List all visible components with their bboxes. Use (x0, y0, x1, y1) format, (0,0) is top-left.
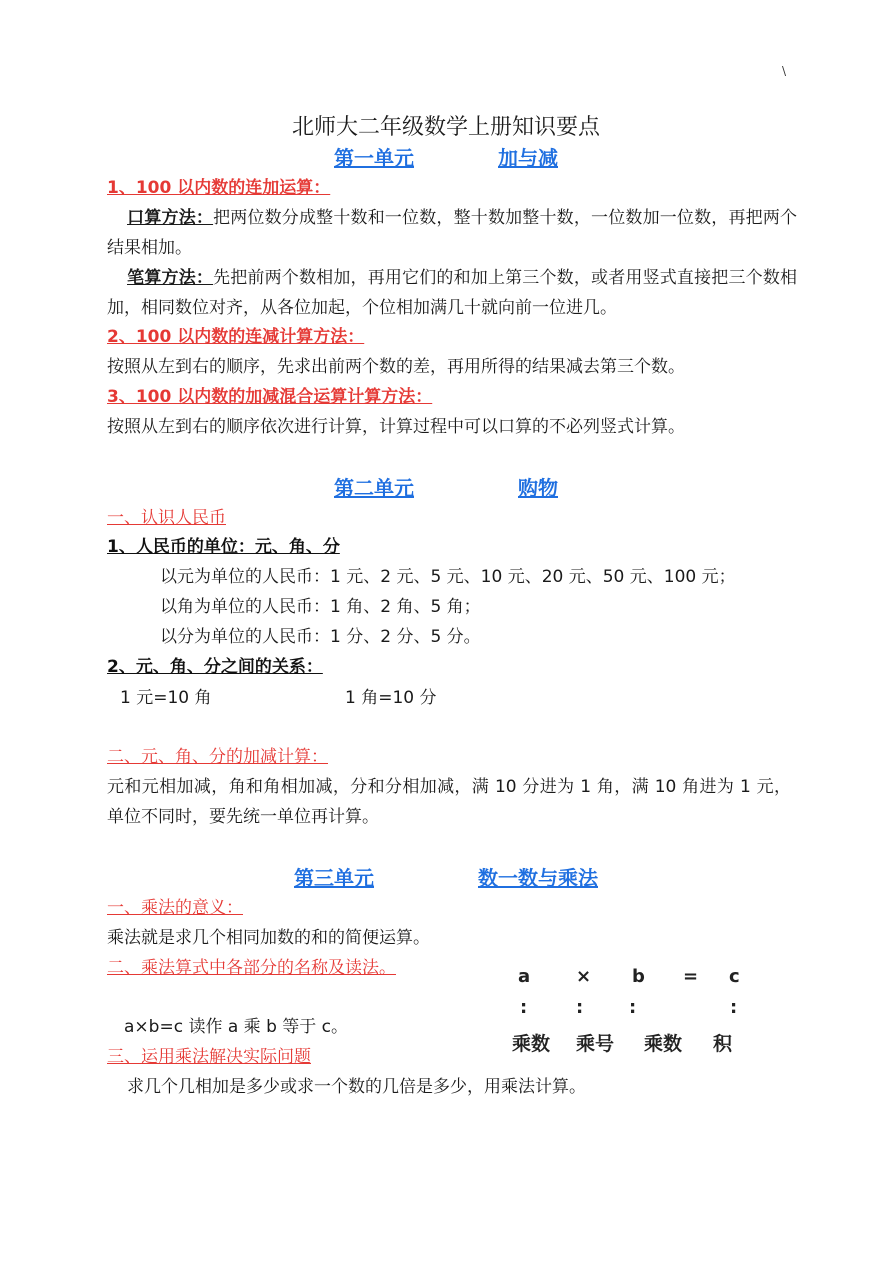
unit1-paragraph-2: 按照从左到右的顺序，先求出前两个数的差，再用所得的结果减去第三个数。 (107, 357, 685, 377)
unit2-heading-1: 1、人民币的单位：元、角、分 (107, 537, 340, 557)
fen-units-line: 以分为单位的人民币：1 分、2 分、5 分。 (160, 627, 481, 647)
jiao-units-line: 以角为单位的人民币：1 角、2 角、5 角； (160, 597, 481, 617)
unit3-section-1-text: 一、乘法的意义： (107, 898, 243, 918)
unit1-heading-3-text: 3、100 以内数的加减混合运算计算方法： (107, 387, 433, 407)
written-method-label: 笔算方法： (127, 268, 214, 288)
unit2-heading (0, 475, 892, 501)
unit2-topic: 购物 (518, 476, 558, 500)
unit1-heading-2 (107, 325, 364, 349)
document-title: 北师大二年级数学上册知识要点 (291, 115, 600, 140)
unit2-section-2 (107, 745, 334, 769)
label-multiplier: 乘数 (644, 1033, 683, 1055)
unit3-heading (0, 865, 892, 891)
formula-colon-2: : (576, 997, 584, 1018)
label-multiply-sign: 乘号 (576, 1033, 615, 1055)
unit3-name: 第三单元 (294, 866, 374, 890)
unit2-paragraph: 元和元相加减，角和角相加减，分和分相加减，满 10 分进为 1 角，满 10 角进为 1 元，单位不同时，要先统一单位再计算。 (107, 777, 791, 827)
unit1-oral-method (107, 203, 797, 263)
unit2-section-1: 一、认识人民币 (107, 508, 226, 528)
unit3-section-2 (107, 956, 402, 980)
unit3-section-1 (107, 896, 247, 920)
label-multiplicand: 乘数 (512, 1033, 551, 1055)
formula-colon-4: : (730, 997, 738, 1018)
oral-method-label: 口算方法： (127, 208, 214, 228)
oral-method-text: 把两位数分成整十数和一位数，整十数加整十数，一位数加一位数，再把两个结果相加。 (107, 208, 797, 258)
unit1-heading-3 (107, 385, 442, 409)
formula-c: c (729, 966, 740, 987)
formula-colon-1: : (520, 997, 528, 1018)
formula-a: a (518, 966, 531, 987)
relation-yuan-jiao: 1 元=10 角 (120, 688, 212, 708)
unit2-name: 第二单元 (334, 476, 414, 500)
unit1-name: 第一单元 (334, 146, 414, 170)
label-product: 积 (713, 1033, 733, 1055)
unit1-heading (0, 145, 892, 171)
unit1-heading-2-text: 2、100 以内数的连减计算方法： (107, 327, 365, 347)
unit1-heading-1-text: 1、100 以内数的连加运算： (107, 178, 331, 198)
unit3-paragraph-1: 乘法就是求几个相同加数的和的简便运算。 (107, 928, 430, 948)
unit1-heading-1 (107, 176, 336, 200)
written-method-text: 先把前两个数相加，再用它们的和加上第三个数，或者用竖式直接把三个数相加，相同数位对齐，从各位加起，个位相加满几十就向前一位进几。 (107, 268, 797, 318)
formula-times: × (576, 966, 592, 987)
yuan-units-line: 以元为单位的人民币：1 元、2 元、5 元、10 元、20 元、50 元、100 元； (160, 567, 736, 587)
formula-equals: = (683, 966, 699, 987)
unit3-section-2-text: 二、乘法算式中各部分的名称及读法。 (107, 958, 396, 978)
unit2-section-2-text: 二、元、角、分的加减计算： (107, 747, 328, 767)
unit1-written-method (107, 263, 797, 323)
unit3-topic: 数一数与乘法 (478, 866, 598, 890)
formula-colon-3: : (629, 997, 637, 1018)
unit1-topic: 加与减 (498, 146, 558, 170)
unit3-section-3: 三、运用乘法解决实际问题 (107, 1047, 311, 1067)
relation-jiao-fen: 1 角=10 分 (345, 688, 437, 708)
formula-reading: a×b=c 读作 a 乘 b 等于 c。 (124, 1017, 349, 1037)
unit2-heading-2 (107, 655, 329, 679)
formula-b: b (632, 966, 645, 987)
unit1-paragraph-3: 按照从左到右的顺序依次进行计算，计算过程中可以口算的不必列竖式计算。 (107, 417, 685, 437)
unit2-heading-2-text: 2、元、角、分之间的关系： (107, 657, 323, 677)
page-mark: \ (782, 64, 787, 78)
unit3-paragraph-3: 求几个几相加是多少或求一个数的几倍是多少，用乘法计算。 (127, 1077, 586, 1097)
